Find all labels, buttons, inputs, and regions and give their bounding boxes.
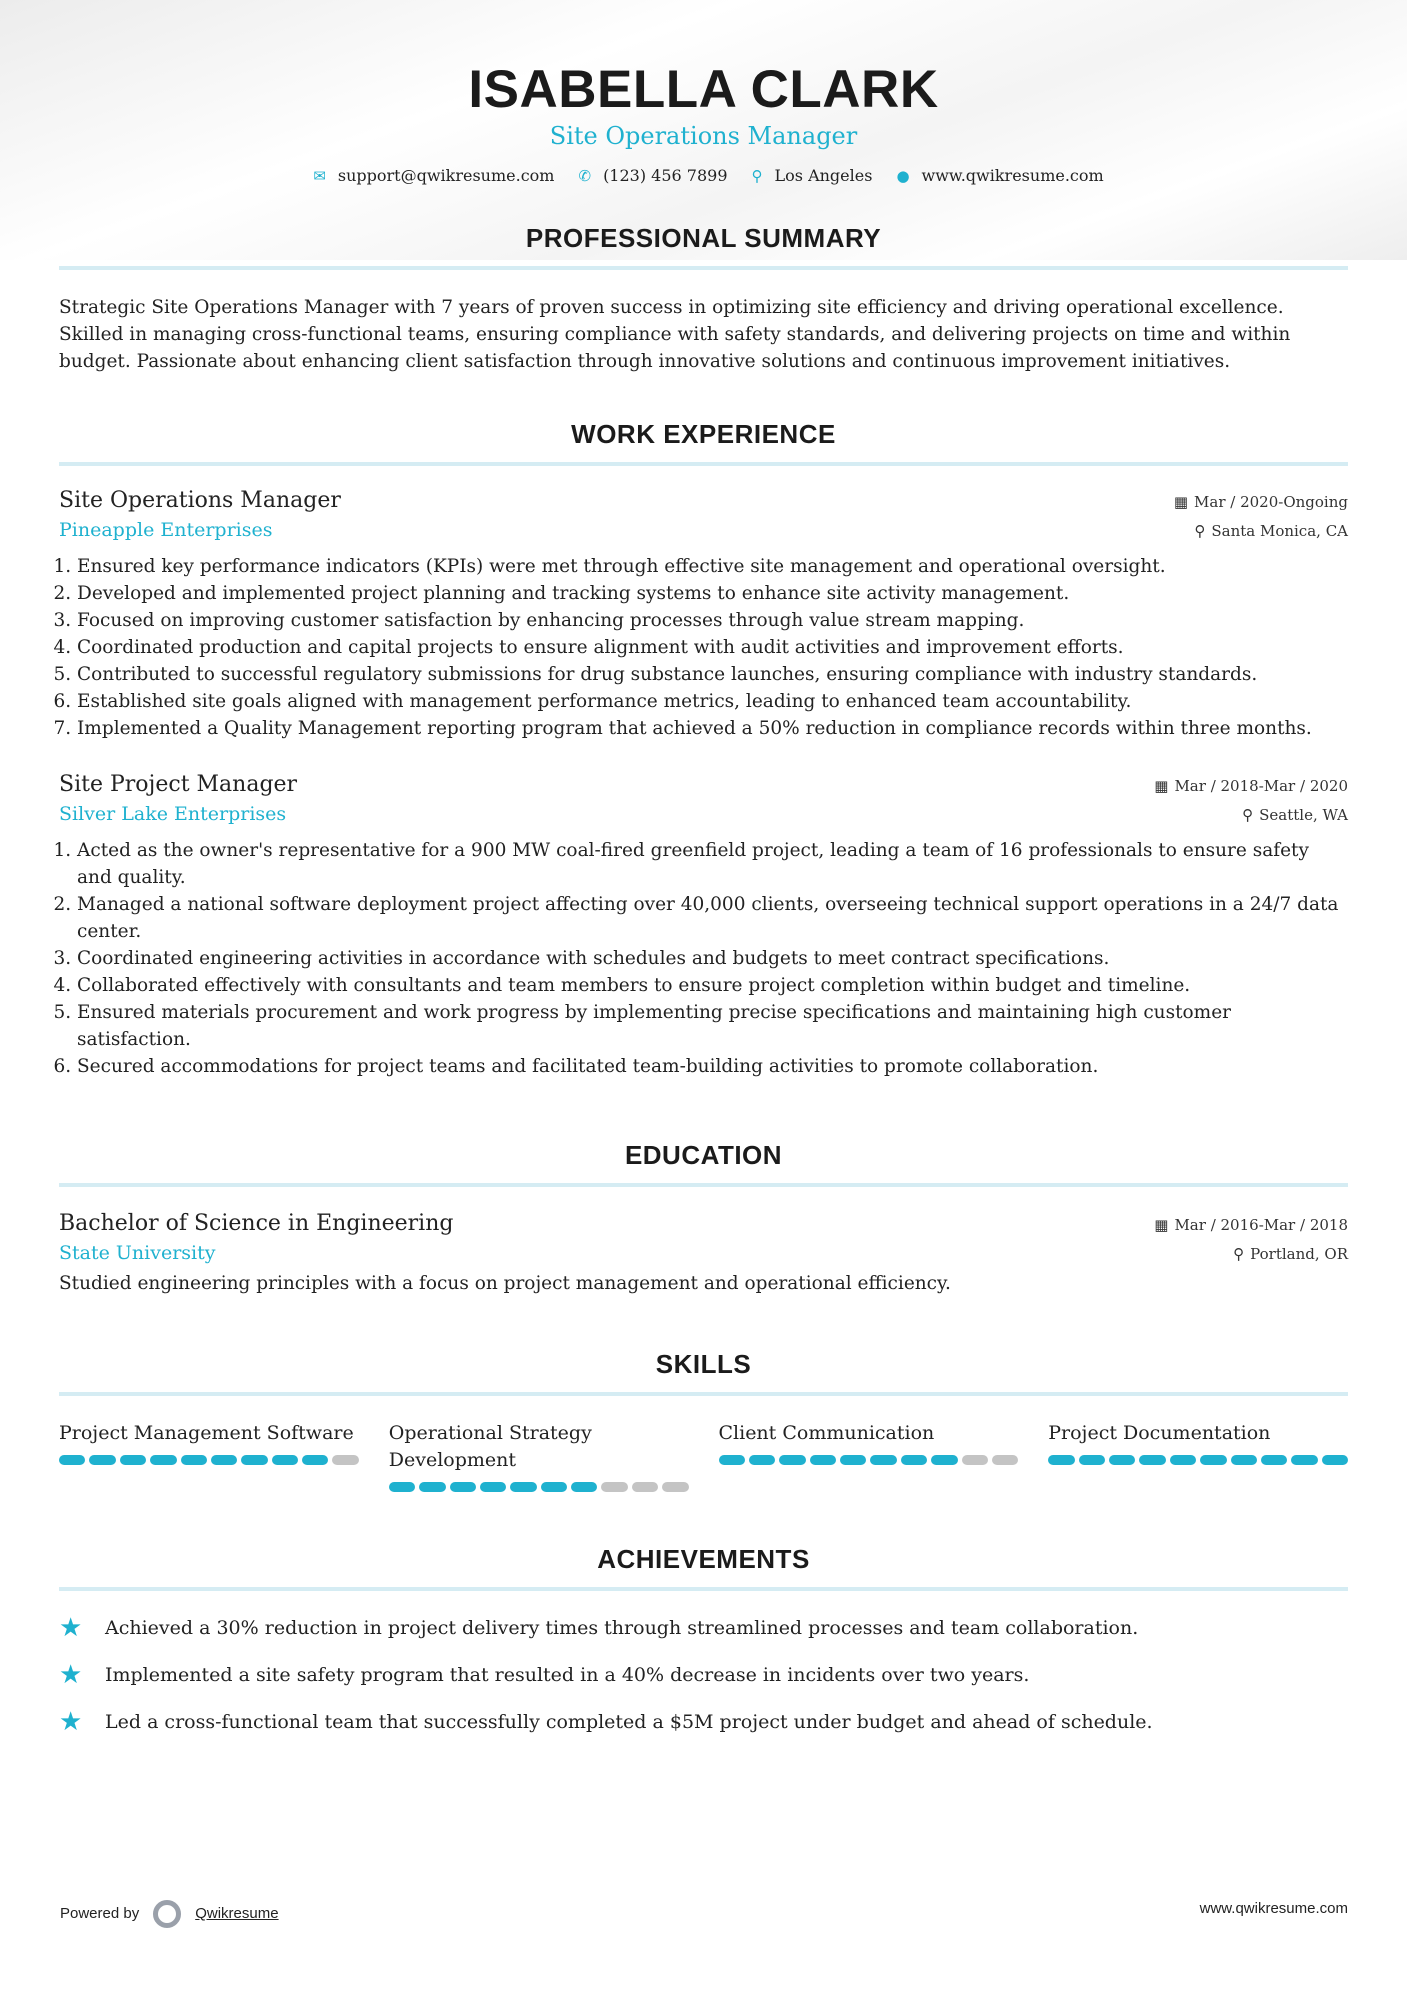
skill-level-segment — [840, 1455, 866, 1465]
education-date: Mar / 2016-Mar / 2018 — [1174, 1216, 1348, 1234]
skill-level-segment — [962, 1455, 988, 1465]
skill-level-segment — [1079, 1455, 1105, 1465]
skill-level-segment — [931, 1455, 957, 1465]
phone-icon: ✆ — [578, 167, 592, 185]
list-item: 6. Secured accommodations for project teams and facilitated team-building activities to promote collaboration. — [77, 1053, 1348, 1080]
summary-text: Strategic Site Operations Manager with 7 years of proven success in optimizing site efficiency and driving operational excellence. Skilled in managing cross-functional teams, ensuring compliance with safety standards, and delivering projects on time and within budget. Passionate about enhancing client satisfaction through innovative solutions and continuous improvement initiatives. — [59, 297, 1291, 372]
achievement-item — [59, 1707, 1348, 1737]
skills-list — [59, 1420, 1348, 1492]
skill-level-segment — [779, 1455, 805, 1465]
shooting-star-icon: ★ — [59, 1613, 83, 1643]
pin-icon: ⚲ — [1233, 1245, 1245, 1263]
skill-level-segment — [571, 1482, 597, 1492]
skill-level-segment — [241, 1455, 267, 1465]
skill-level-segment — [541, 1482, 567, 1492]
skill-level-segment — [1261, 1455, 1287, 1465]
job-title: Site Operations Manager — [59, 488, 341, 513]
skill-level-segment — [89, 1455, 115, 1465]
achievements-list — [59, 1613, 1348, 1737]
skill-level-segment — [810, 1455, 836, 1465]
phone: (123) 456 7899 — [603, 166, 728, 185]
job-date: Mar / 2020-Ongoing — [1194, 493, 1348, 511]
skill-level-segment — [419, 1482, 445, 1492]
job-bullets — [59, 553, 1348, 742]
list-item: 1. Acted as the owner's representative for a 900 MW coal-fired greenfield project, leading a team of 16 professionals to ensure safety and quality. — [77, 837, 1348, 891]
list-item: 1. Ensured key performance indicators (KPIs) were met through effective site management and operational oversight. — [77, 553, 1348, 580]
list-item: 3. Coordinated engineering activities in accordance with schedules and budgets to meet contract specifications. — [77, 945, 1348, 972]
achievement-item — [59, 1613, 1348, 1643]
skill-level-segment — [1200, 1455, 1226, 1465]
achievement-text: Achieved a 30% reduction in project delivery times through streamlined processes and team collaboration. — [105, 1617, 1139, 1639]
skill-level-segment — [1048, 1455, 1074, 1465]
achievement-item — [59, 1660, 1348, 1690]
section-heading-skills: SKILLS — [59, 1349, 1348, 1396]
skill-level-segment — [480, 1482, 506, 1492]
skill-item — [389, 1420, 689, 1492]
skill-item — [719, 1420, 1019, 1492]
candidate-name: ISABELLA CLARK — [468, 60, 939, 119]
globe-icon: ● — [896, 167, 910, 185]
location: Los Angeles — [774, 166, 873, 185]
skill-level-segment — [749, 1455, 775, 1465]
skill-level-segment — [601, 1482, 627, 1492]
company-name: Pineapple Enterprises — [59, 519, 273, 541]
list-item: 3. Focused on improving customer satisfaction by enhancing processes through value stream mapping. — [77, 607, 1348, 634]
list-item: 7. Implemented a Quality Management reporting program that achieved a 50% reduction in compliance records within three months. — [77, 715, 1348, 742]
job-entry — [59, 772, 1348, 1080]
skill-level-segment — [181, 1455, 207, 1465]
job-entry — [59, 488, 1348, 742]
qwikresume-logo-icon — [153, 1900, 181, 1928]
list-item: 5. Ensured materials procurement and work progress by implementing precise specifications and maintaining high customer satisfaction. — [77, 999, 1348, 1053]
contact-bar — [59, 166, 1348, 185]
candidate-title: Site Operations Manager — [549, 122, 858, 150]
skill-level-segment — [1170, 1455, 1196, 1465]
job-title: Site Project Manager — [59, 772, 298, 797]
powered-by-label: Powered by — [60, 1904, 140, 1922]
skill-level-segment — [719, 1455, 745, 1465]
education-entry — [59, 1211, 1348, 1297]
job-bullets — [59, 837, 1348, 1080]
calendar-icon: ▦ — [1154, 777, 1169, 795]
skill-name: Project Management Software — [59, 1422, 354, 1444]
footer — [60, 1900, 1348, 1928]
section-heading-education: EDUCATION — [59, 1140, 1348, 1187]
skill-level-bar — [389, 1482, 689, 1492]
location-icon: ⚲ — [751, 167, 763, 185]
job-date: Mar / 2018-Mar / 2020 — [1174, 777, 1348, 795]
skill-level-segment — [870, 1455, 896, 1465]
skill-level-segment — [59, 1455, 85, 1465]
skill-level-segment — [1322, 1455, 1348, 1465]
skill-level-bar — [719, 1455, 1019, 1465]
skill-level-segment — [450, 1482, 476, 1492]
skill-level-segment — [510, 1482, 536, 1492]
skill-item — [59, 1420, 359, 1492]
degree: Bachelor of Science in Engineering — [59, 1211, 454, 1236]
skill-item — [1048, 1420, 1348, 1492]
job-location: Seattle, WA — [1259, 806, 1348, 824]
education-description: Studied engineering principles with a focus on project management and operational efficiency. — [59, 1273, 951, 1294]
skill-level-segment — [211, 1455, 237, 1465]
calendar-icon: ▦ — [1154, 1216, 1169, 1234]
skill-level-segment — [632, 1482, 658, 1492]
skill-level-segment — [332, 1455, 358, 1465]
list-item: 2. Developed and implemented project planning and tracking systems to enhance site activity management. — [77, 580, 1348, 607]
skill-level-segment — [1291, 1455, 1317, 1465]
skill-level-segment — [1231, 1455, 1257, 1465]
achievement-text: Implemented a site safety program that resulted in a 40% decrease in incidents over two years. — [105, 1664, 1030, 1686]
list-item: 4. Coordinated production and capital projects to ensure alignment with audit activities and improvement efforts. — [77, 634, 1348, 661]
skill-name: Operational Strategy Development — [388, 1422, 592, 1471]
list-item: 6. Established site goals aligned with management performance metrics, leading to enhanced team accountability. — [77, 688, 1348, 715]
email[interactable]: support@qwikresume.com — [337, 166, 555, 185]
education-location: Portland, OR — [1250, 1245, 1348, 1263]
section-heading-summary: PROFESSIONAL SUMMARY — [59, 223, 1348, 270]
footer-website[interactable]: www.qwikresume.com — [1199, 1900, 1348, 1917]
section-heading-achievements: ACHIEVEMENTS — [59, 1544, 1348, 1591]
skill-level-segment — [272, 1455, 298, 1465]
calendar-icon: ▦ — [1173, 493, 1189, 511]
school: State University — [59, 1242, 216, 1264]
job-location: Santa Monica, CA — [1211, 522, 1348, 540]
company-name: Silver Lake Enterprises — [59, 803, 287, 825]
skill-name: Client Communication — [718, 1422, 935, 1444]
website[interactable]: www.qwikresume.com — [921, 166, 1104, 185]
skill-level-segment — [662, 1482, 688, 1492]
email-icon: ✉ — [313, 167, 326, 185]
skill-level-bar — [59, 1455, 359, 1465]
section-heading-experience: WORK EXPERIENCE — [59, 419, 1348, 466]
shooting-star-icon: ★ — [59, 1660, 83, 1690]
achievement-text: Led a cross-functional team that successfully completed a $5M project under budget and ahead of schedule. — [105, 1711, 1153, 1733]
skill-name: Project Documentation — [1048, 1422, 1271, 1444]
shooting-star-icon: ★ — [59, 1707, 83, 1737]
brand-link[interactable]: Qwikresume — [195, 1904, 279, 1922]
skill-level-segment — [992, 1455, 1018, 1465]
pin-icon: ⚲ — [1242, 806, 1254, 824]
skill-level-segment — [389, 1482, 415, 1492]
list-item: 5. Contributed to successful regulatory submissions for drug substance launches, ensuring compliance with industry standards. — [77, 661, 1348, 688]
skill-level-segment — [901, 1455, 927, 1465]
skill-level-segment — [302, 1455, 328, 1465]
list-item: 2. Managed a national software deployment project affecting over 40,000 clients, overseeing technical support operations in a 24/7 data center. — [77, 891, 1348, 945]
skill-level-segment — [150, 1455, 176, 1465]
skill-level-segment — [1139, 1455, 1165, 1465]
skill-level-segment — [1109, 1455, 1135, 1465]
skill-level-bar — [1048, 1455, 1348, 1465]
list-item: 4. Collaborated effectively with consultants and team members to ensure project completion within budget and timeline. — [77, 972, 1348, 999]
skill-level-segment — [120, 1455, 146, 1465]
pin-icon: ⚲ — [1194, 522, 1206, 540]
